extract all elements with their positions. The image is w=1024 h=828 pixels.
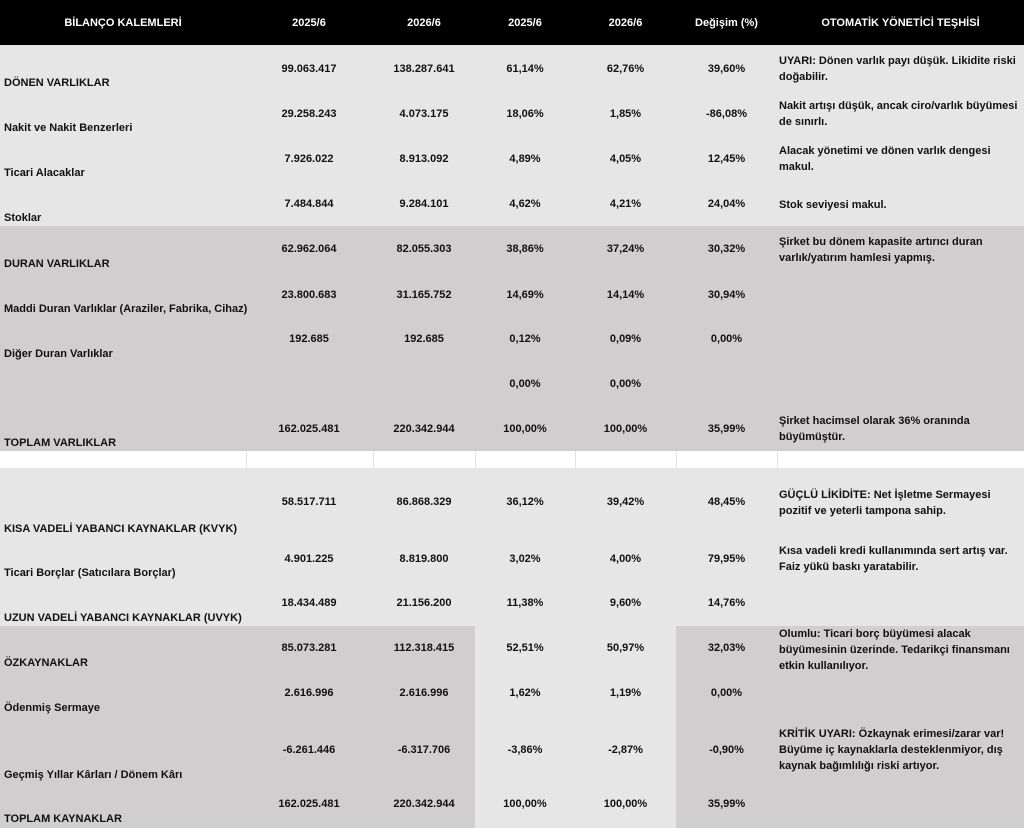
row-diagnosis: Nakit artışı düşük, ancak ciro/varlık büyümesi de sınırlı. — [779, 100, 1018, 128]
row-label: Geçmiş Yıllar Kârları / Dönem Kârı — [4, 769, 183, 781]
row-label: Stoklar — [4, 212, 42, 224]
row-pct-2025: 14,69% — [506, 289, 544, 301]
row-change: 0,00% — [710, 333, 743, 345]
row-value-2026: 31.165.752 — [396, 289, 452, 301]
row-change: 35,99% — [707, 798, 746, 810]
row-value-2025: 4.901.225 — [284, 553, 334, 565]
row-label: TOPLAM KAYNAKLAR — [4, 813, 122, 825]
gridline — [475, 451, 476, 468]
row-pct-2025: 100,00% — [503, 798, 547, 810]
row-pct-2025: 61,14% — [506, 63, 544, 75]
row-diagnosis: Şirket bu dönem kapasite artırıcı duran varlık/yatırım hamlesi yapmış. — [779, 236, 983, 264]
row-value-2025: 58.517.711 — [281, 496, 337, 508]
row-pct-2025: 18,06% — [506, 108, 544, 120]
row-value-2025: 7.926.022 — [284, 153, 334, 165]
row-diagnosis: Şirket hacimsel olarak 36% oranında büyümüştür. — [779, 415, 970, 443]
gridline — [575, 451, 576, 468]
row-value-2026: -6.317.706 — [397, 744, 451, 756]
row-label: Ticari Alacaklar — [4, 167, 85, 179]
row-diagnosis: Kısa vadeli kredi kullanımında sert artış var. Faiz yükü baskı yaratabilir. — [779, 545, 1008, 573]
row-value-2026: 8.819.800 — [399, 553, 449, 565]
row-change: -0,90% — [709, 744, 744, 756]
row-pct-2025: 4,62% — [509, 198, 541, 210]
row-pct-2026: 14,14% — [606, 289, 645, 301]
gridline — [373, 451, 374, 468]
row-change: 14,76% — [707, 597, 746, 609]
row-value-2026: 86.868.329 — [396, 496, 452, 508]
row-label: Ticari Borçlar (Satıcılara Borçlar) — [4, 567, 176, 579]
row-pct-2026: 4,05% — [609, 153, 642, 165]
row-value-2026: 82.055.303 — [396, 243, 452, 255]
row-value-2026: 112.318.415 — [393, 642, 455, 654]
row-value-2026: 4.073.175 — [399, 108, 449, 120]
row-pct-2026: 1,85% — [609, 108, 642, 120]
row-label: TOPLAM VARLIKLAR — [4, 437, 117, 449]
row-value-2026: 2.616.996 — [399, 687, 449, 699]
row-change: 39,60% — [707, 63, 746, 75]
row-change: 0,00% — [710, 687, 743, 699]
row-value-2025: -6.261.446 — [282, 744, 336, 756]
row-diagnosis: GÜÇLÜ LİKİDİTE: Net İşletme Sermayesi pozitif ve yeterli tampona sahip. — [779, 489, 991, 517]
row-change: 30,94% — [707, 289, 746, 301]
row-change: 24,04% — [707, 198, 746, 210]
row-pct-2026: 4,21% — [609, 198, 642, 210]
row-pct-2026: 37,24% — [606, 243, 645, 255]
row-pct-2026: 1,19% — [609, 687, 642, 699]
row-label: Ödenmiş Sermaye — [4, 702, 100, 714]
row-value-2025: 192.685 — [289, 333, 329, 345]
row-diagnosis: KRİTİK UYARI: Özkaynak erimesi/zarar var! Büyüme iç kaynaklarla desteklenmiyor, dış kaynak bağımlılığı riski artıyor. — [779, 728, 1005, 772]
row-value-2026: 138.287.641 — [393, 63, 455, 75]
row-diagnosis: Alacak yönetimi ve dönen varlık dengesi makul. — [779, 145, 991, 173]
row-value-2025: 62.962.064 — [281, 243, 337, 255]
row-label: DURAN VARLIKLAR — [4, 258, 110, 270]
header-item: BİLANÇO KALEMLERİ — [64, 17, 182, 29]
row-label: KISA VADELİ YABANCI KAYNAKLAR (KVYK) — [4, 523, 238, 535]
row-pct-2026: 100,00% — [603, 798, 648, 810]
row-label: DÖNEN VARLIKLAR — [4, 77, 110, 89]
row-diagnosis: Stok seviyesi makul. — [779, 199, 887, 211]
row-value-2026: 220.342.944 — [393, 423, 455, 435]
header-year1: 2025/6 — [292, 17, 326, 29]
row-change: 48,45% — [707, 496, 746, 508]
row-change: 30,32% — [707, 243, 746, 255]
row-value-2026: 21.156.200 — [396, 597, 452, 609]
row-pct-2025: -3,86% — [507, 744, 543, 756]
row-pct-2025: 4,89% — [509, 153, 541, 165]
row-change: 12,45% — [707, 153, 746, 165]
row-pct-2025: 0,12% — [509, 333, 541, 345]
row-pct-2025: 1,62% — [509, 687, 541, 699]
row-pct-2025: 0,00% — [509, 378, 541, 390]
gridline — [777, 451, 778, 468]
row-pct-2025: 52,51% — [506, 642, 544, 654]
row-value-2025: 29.258.243 — [281, 108, 337, 120]
row-pct-2025: 11,38% — [506, 597, 544, 609]
row-pct-2025: 36,12% — [506, 496, 544, 508]
row-value-2025: 162.025.481 — [278, 798, 340, 810]
row-pct-2025: 38,86% — [506, 243, 544, 255]
row-label: UZUN VADELİ YABANCI KAYNAKLAR (UVYK) — [4, 612, 242, 624]
row-pct-2026: 50,97% — [606, 642, 645, 654]
row-pct-2025: 100,00% — [503, 423, 547, 435]
row-value-2026: 220.342.944 — [393, 798, 455, 810]
row-change: 79,95% — [707, 553, 746, 565]
row-pct-2026: 4,00% — [609, 553, 642, 565]
row-pct-2026: 100,00% — [603, 423, 648, 435]
row-pct-2026: 0,09% — [609, 333, 642, 345]
row-label: Maddi Duran Varlıklar (Araziler, Fabrika, Cihaz) — [4, 303, 248, 315]
row-pct-2026: 39,42% — [606, 496, 645, 508]
row-label: ÖZKAYNAKLAR — [4, 657, 88, 669]
row-diagnosis: Olumlu: Ticari borç büyümesi alacak büyümesinin üzerinde. Tedarikçi finansmanı etkin kullanılıyor. — [779, 628, 1010, 672]
row-value-2025: 162.025.481 — [278, 423, 340, 435]
spacer-row — [0, 451, 1024, 468]
row-value-2025: 85.073.281 — [281, 642, 337, 654]
row-label: Nakit ve Nakit Benzerleri — [4, 122, 133, 134]
row-value-2026: 8.913.092 — [399, 153, 449, 165]
header-year2-pct: 2026/6 — [608, 17, 643, 29]
gridline — [676, 451, 677, 468]
header-year1-pct: 2025/6 — [508, 17, 542, 29]
row-diagnosis: UYARI: Dönen varlık payı düşük. Likidite riski doğabilir. — [779, 55, 1016, 83]
gridline — [246, 451, 247, 468]
row-change: 32,03% — [707, 642, 746, 654]
row-label: Diğer Duran Varlıklar — [4, 348, 113, 360]
row-pct-2026: 0,00% — [609, 378, 642, 390]
header-diagnosis: OTOMATİK YÖNETİCİ TEŞHİSİ — [821, 17, 980, 29]
header-change: Değişim (%) — [695, 17, 758, 29]
row-value-2025: 2.616.996 — [284, 687, 334, 699]
row-value-2025: 7.484.844 — [284, 198, 334, 210]
header-year2: 2026/6 — [407, 17, 441, 29]
row-pct-2025: 3,02% — [509, 553, 541, 565]
row-value-2025: 18.434.489 — [281, 597, 337, 609]
row-value-2026: 192.685 — [404, 333, 444, 345]
row-value-2025: 23.800.683 — [281, 289, 337, 301]
row-value-2025: 99.063.417 — [281, 63, 337, 75]
row-value-2026: 9.284.101 — [399, 198, 449, 210]
row-pct-2026: 9,60% — [609, 597, 642, 609]
row-pct-2026: -2,87% — [608, 744, 643, 756]
row-change: 35,99% — [707, 423, 746, 435]
row-pct-2026: 62,76% — [606, 63, 645, 75]
row-change: -86,08% — [706, 108, 747, 120]
